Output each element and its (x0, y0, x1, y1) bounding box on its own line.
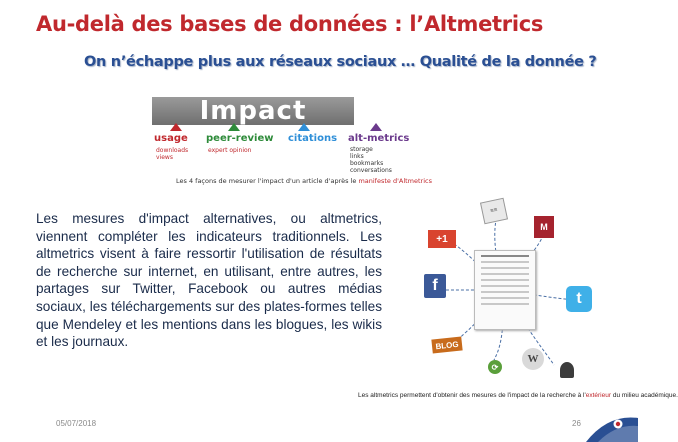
alt-metrics-detail-conversations: conversations (350, 167, 392, 174)
social-caption-highlight: extérieur (585, 392, 612, 399)
impact-banner: Impact (152, 97, 354, 125)
usage-detail-views: views (156, 154, 173, 161)
social-caption-before: Les altmetrics permettent d'obtenir des mesures de l'impact de la recherche à l' (358, 392, 586, 399)
blog-icon: BLOG (431, 336, 462, 353)
category-alt-metrics: alt-metrics (348, 133, 410, 144)
peer-review-detail: expert opinion (208, 147, 252, 154)
category-peer-review: peer-review (206, 133, 274, 144)
category-usage: usage (154, 133, 188, 144)
newspaper-icon: ≡≡ (480, 198, 508, 225)
alt-metrics-detail-links: links (350, 153, 364, 160)
body-paragraph: Les mesures d'impact alternatives, ou altmetrics, viennent compléter les indicateurs traditionnels. Les altmetrics visent à faire ressortir l'utilisation de résultats de recherche sur internet, en utilisant, entre autres, les partages sur Twitter, Facebook ou autres médias sociaux, les téléchargements sur des plates-formes telles que Mendeley et les mentions dans les blogues, les wikis et les journaux. (36, 211, 382, 350)
wikipedia-icon: W (522, 348, 544, 370)
alt-metrics-detail-bookmarks: bookmarks (350, 160, 384, 167)
alt-metrics-detail-storage: storage (350, 146, 373, 153)
corner-logo-icon (578, 410, 638, 442)
social-figure-caption (358, 392, 678, 399)
slide-subtitle: On n’échappe plus aux réseaux sociaux … Qualité de la donnée ? (84, 54, 597, 70)
slide-title: Au-delà des bases de données : l’Altmetrics (36, 12, 544, 36)
google-plus-one-icon: +1 (428, 230, 456, 248)
manifesto-link[interactable]: manifeste d'Altmetrics (358, 177, 432, 185)
person-icon (560, 362, 574, 378)
page-number: 26 (572, 419, 581, 428)
peer-review-arrow-icon (228, 123, 240, 131)
impact-figure-caption (176, 177, 432, 185)
impact-figure (148, 97, 484, 189)
citations-arrow-icon (298, 123, 310, 131)
twitter-icon: t (566, 286, 592, 312)
usage-detail-downloads: downloads (156, 147, 189, 154)
alt-metrics-arrow-icon (370, 123, 382, 131)
share-icon: ⟳ (488, 360, 502, 374)
research-article-icon (474, 250, 536, 330)
mendeley-icon: M (534, 216, 554, 238)
impact-caption-text: Les 4 façons de mesurer l'impact d'un article d'après le (176, 177, 359, 185)
social-caption-after: du milieu académique. (611, 392, 678, 399)
category-citations: citations (288, 133, 338, 144)
footer-date: 05/07/2018 (56, 419, 97, 428)
facebook-icon: f (424, 274, 446, 298)
social-media-illustration (414, 200, 604, 385)
usage-arrow-icon (170, 123, 182, 131)
